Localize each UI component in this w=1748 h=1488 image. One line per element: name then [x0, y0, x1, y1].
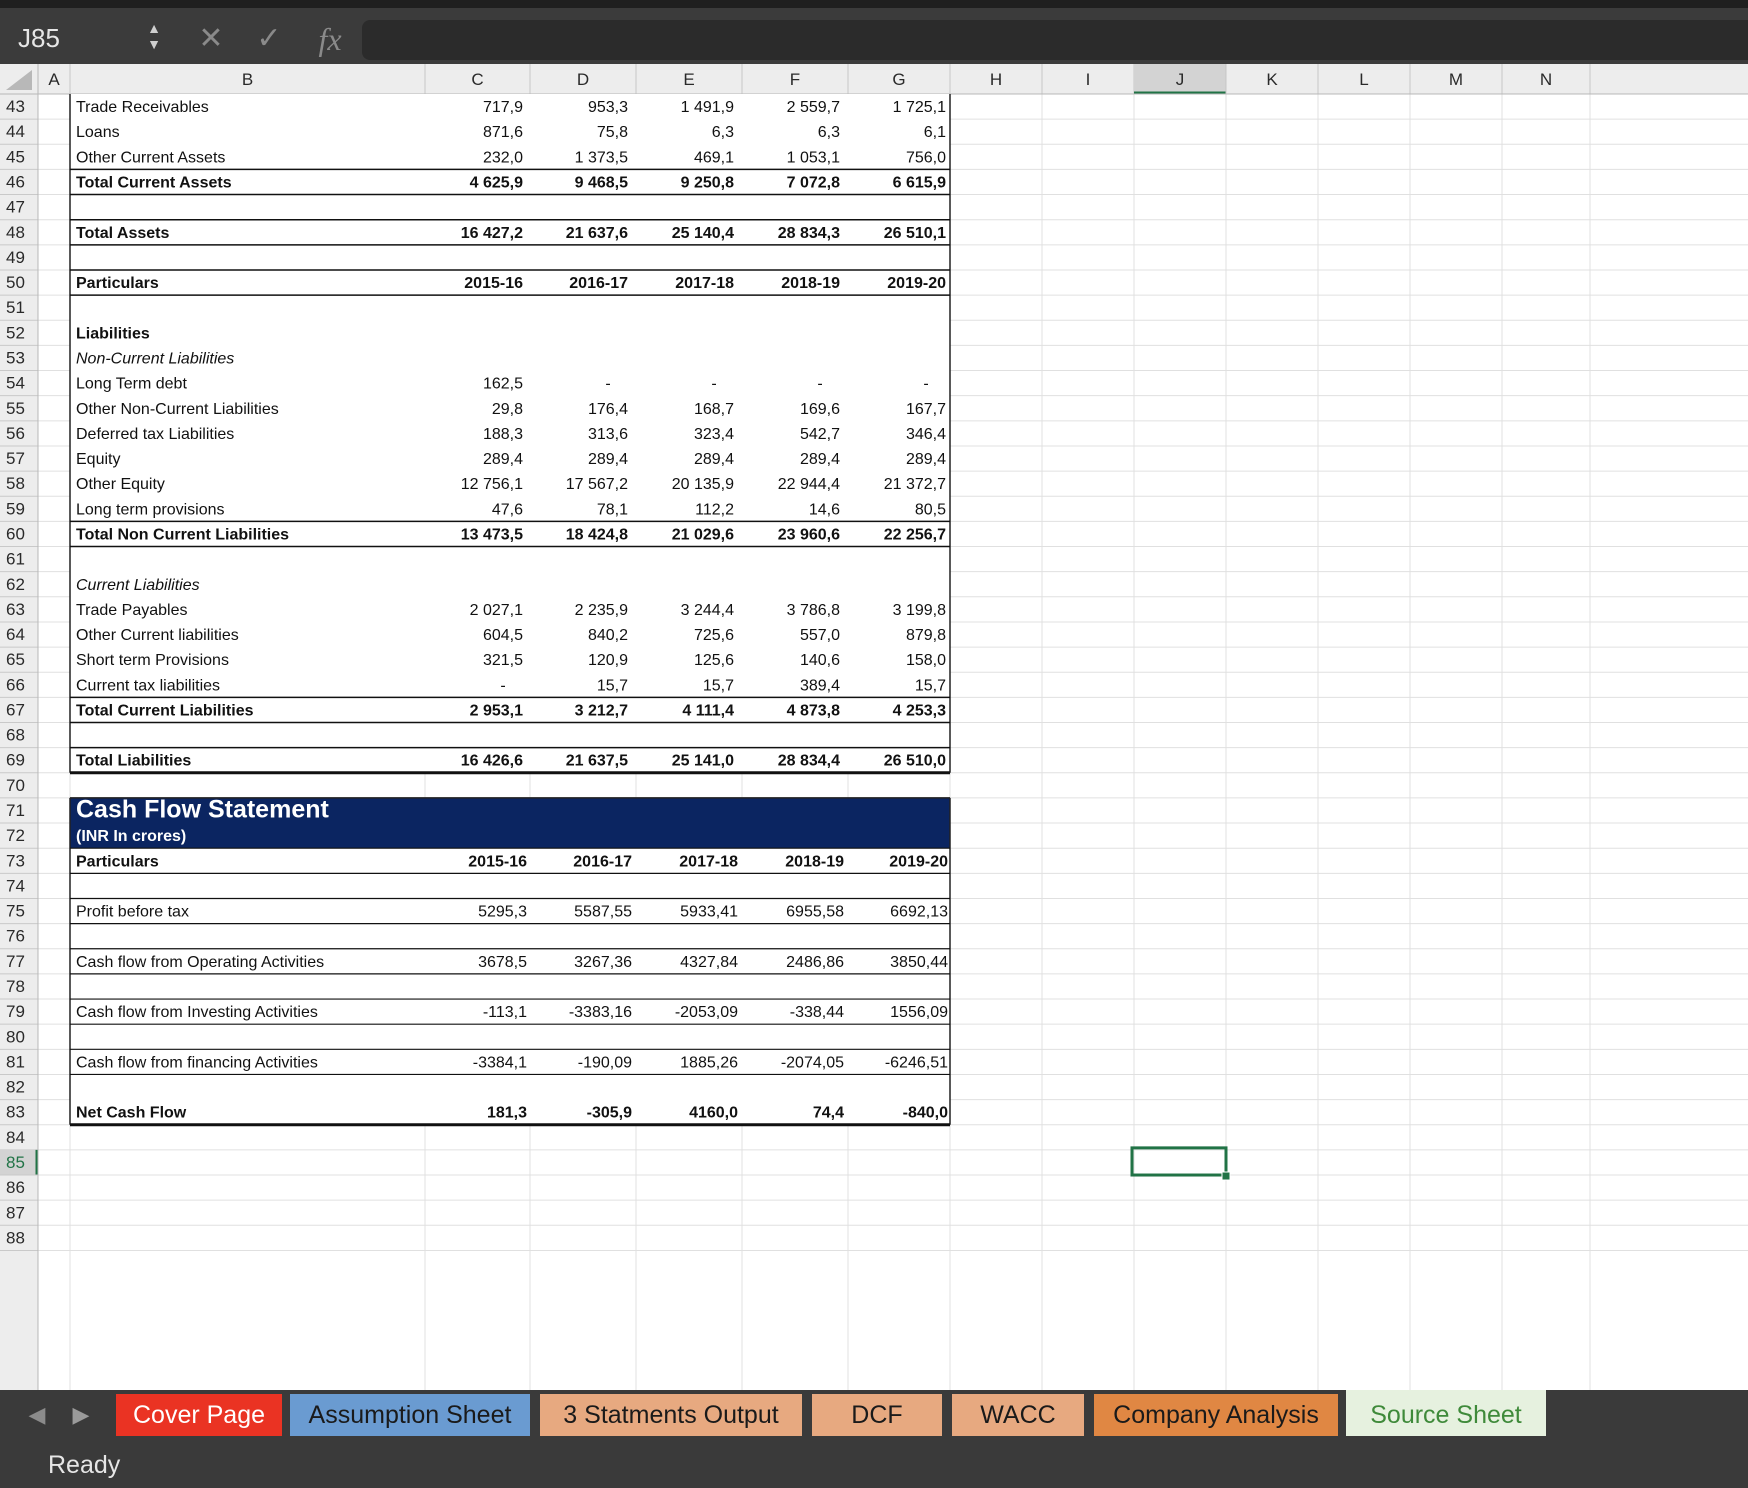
row-label[interactable]: Short term Provisions [76, 652, 229, 670]
cell-value[interactable]: 1885,26 [680, 1054, 738, 1072]
formula-input[interactable] [362, 20, 1748, 60]
sheet-tab-bar [0, 1390, 1748, 1440]
cell-value[interactable]: 1 053,1 [786, 149, 840, 167]
next-sheet-icon[interactable]: ▶ [72, 1402, 90, 1427]
cell-value[interactable]: - [500, 677, 506, 695]
row-label[interactable]: Total Current Assets [76, 174, 232, 192]
row-label[interactable]: Particulars [76, 853, 159, 871]
active-cell[interactable] [1132, 1148, 1226, 1175]
cell-value[interactable]: -305,9 [586, 1104, 632, 1122]
cell-value[interactable]: 557,0 [799, 627, 840, 645]
row-label[interactable]: Particulars [76, 275, 159, 293]
cell-value[interactable]: 871,6 [482, 124, 523, 142]
cell-value[interactable]: - [817, 375, 823, 393]
cell-value[interactable]: 12 756,1 [460, 476, 523, 494]
cell-value[interactable]: 289,4 [693, 451, 734, 469]
cell-value[interactable]: 22 944,4 [777, 476, 840, 494]
row-label[interactable]: Deferred tax Liabilities [76, 425, 235, 443]
cell-value[interactable]: -6246,51 [884, 1054, 948, 1072]
row-header-71[interactable]: 71 [6, 801, 25, 821]
cell-value[interactable]: 321,5 [482, 652, 523, 670]
cell-value[interactable]: 313,6 [587, 425, 628, 443]
row-header-88[interactable]: 88 [6, 1228, 25, 1248]
cell-value[interactable]: 25 140,4 [671, 224, 734, 242]
row-header-62[interactable]: 62 [6, 574, 25, 594]
column-header-n[interactable]: N [1539, 70, 1553, 89]
cell-value[interactable]: 6955,58 [786, 903, 844, 921]
row-label[interactable]: Profit before tax [76, 903, 189, 921]
row-header-58[interactable]: 58 [6, 474, 25, 494]
cell-value[interactable]: 323,4 [693, 425, 734, 443]
row-header-55[interactable]: 55 [6, 398, 25, 418]
column-header-e[interactable]: E [683, 70, 695, 89]
column-header-h[interactable]: H [989, 70, 1003, 89]
row-header-57[interactable]: 57 [6, 449, 25, 469]
cell-value[interactable]: 4160,0 [689, 1104, 738, 1122]
sheet-tab-cover-page[interactable]: Cover Page [116, 1394, 282, 1436]
cell-value[interactable]: 3 199,8 [892, 601, 946, 619]
row-label[interactable]: Net Cash Flow [76, 1104, 187, 1122]
cell-value[interactable]: 188,3 [482, 425, 523, 443]
row-header-83[interactable]: 83 [6, 1102, 25, 1122]
cell-value[interactable]: 1556,09 [890, 1004, 948, 1022]
cell-value[interactable]: 2017-18 [675, 275, 734, 293]
fill-handle[interactable] [1222, 1172, 1230, 1180]
previous-sheet-icon[interactable]: ◀ [28, 1402, 46, 1427]
row-header-43[interactable]: 43 [6, 97, 25, 117]
cell-value[interactable]: 7 072,8 [786, 174, 840, 192]
insert-function-icon[interactable]: fx [318, 21, 342, 57]
row-header-61[interactable]: 61 [6, 549, 25, 569]
column-header-k[interactable]: K [1266, 70, 1278, 89]
cell-value[interactable]: 25 141,0 [671, 752, 734, 770]
cell-value[interactable]: 2016-17 [573, 853, 632, 871]
cell-value[interactable]: 18 424,8 [565, 526, 628, 544]
cell-value[interactable]: 542,7 [799, 425, 840, 443]
column-header-d[interactable]: D [576, 70, 590, 89]
row-label[interactable]: Equity [76, 451, 121, 469]
cell-value[interactable]: 2015-16 [468, 853, 527, 871]
cell-value[interactable]: 289,4 [905, 451, 946, 469]
row-header-81[interactable]: 81 [6, 1052, 25, 1072]
row-label[interactable]: Long term provisions [76, 501, 225, 519]
row-label[interactable]: Current Liabilities [76, 576, 200, 594]
cell-value[interactable]: 2 027,1 [469, 601, 523, 619]
cell-value[interactable]: 21 637,6 [565, 224, 628, 242]
name-box-stepper-icon[interactable]: ▲ ▼ [147, 20, 161, 52]
row-label[interactable]: Loans [76, 124, 120, 142]
cell-value[interactable]: 840,2 [587, 627, 628, 645]
row-header-74[interactable]: 74 [6, 876, 25, 896]
cell-value[interactable]: 4 625,9 [469, 174, 523, 192]
cell-value[interactable]: 47,6 [491, 501, 523, 519]
cell-value[interactable]: 167,7 [905, 400, 946, 418]
sheet-tab-assumption-sheet[interactable]: Assumption Sheet [290, 1394, 530, 1436]
cell-value[interactable]: -3383,16 [568, 1004, 632, 1022]
sheet-tab-source-sheet[interactable]: Source Sheet [1346, 1390, 1546, 1436]
cell-value[interactable]: 346,4 [905, 425, 946, 443]
row-header-56[interactable]: 56 [6, 423, 25, 443]
cell-value[interactable]: 162,5 [482, 375, 523, 393]
cell-value[interactable]: 21 372,7 [883, 476, 946, 494]
cell-value[interactable]: 112,2 [695, 501, 734, 519]
cell-value[interactable]: 74,4 [812, 1104, 844, 1122]
column-header-bar [0, 64, 1748, 94]
row-header-45[interactable]: 45 [6, 147, 25, 167]
cell-value[interactable]: 3850,44 [890, 953, 948, 971]
row-label[interactable]: (INR In crores) [76, 828, 187, 846]
cell-value[interactable]: 2018-19 [785, 853, 844, 871]
row-label[interactable]: Other Current liabilities [76, 627, 239, 645]
cell-value[interactable]: 75,8 [596, 124, 628, 142]
cell-value[interactable]: 232,0 [482, 149, 523, 167]
cell-value[interactable]: 389,4 [799, 677, 840, 695]
row-header-85[interactable]: 85 [6, 1152, 25, 1172]
cell-value[interactable]: - [711, 375, 717, 393]
cell-value[interactable]: - [923, 375, 929, 393]
row-header-69[interactable]: 69 [6, 750, 25, 770]
cash-flow-title[interactable]: Cash Flow Statement [76, 795, 329, 824]
row-header-59[interactable]: 59 [6, 499, 25, 519]
cell-value[interactable]: 23 960,6 [777, 526, 840, 544]
cell-value[interactable]: 289,4 [799, 451, 840, 469]
row-header-70[interactable]: 70 [6, 775, 25, 795]
cell-value[interactable]: 604,5 [482, 627, 523, 645]
row-label[interactable]: Other Current Assets [76, 149, 226, 167]
cell-value[interactable]: 15,7 [596, 677, 628, 695]
cell-value[interactable]: 5587,55 [574, 903, 632, 921]
row-header-72[interactable]: 72 [6, 826, 25, 846]
cell-value[interactable]: 20 135,9 [671, 476, 734, 494]
row-header-63[interactable]: 63 [6, 599, 25, 619]
cell-value[interactable]: 17 567,2 [565, 476, 628, 494]
cell-value[interactable]: 2019-20 [887, 275, 946, 293]
cell-value[interactable]: 6692,13 [890, 903, 948, 921]
cell-value[interactable]: 4 873,8 [786, 702, 840, 720]
row-header-82[interactable]: 82 [6, 1077, 25, 1097]
row-label[interactable]: Total Current Liabilities [76, 702, 254, 720]
row-label[interactable]: Cash flow from financing Activities [76, 1054, 318, 1072]
cell-value[interactable]: 78,1 [596, 501, 628, 519]
row-label[interactable]: Cash flow from Operating Activities [76, 953, 325, 971]
cell-value[interactable]: 28 834,4 [777, 752, 840, 770]
cell-value[interactable]: 28 834,3 [777, 224, 840, 242]
row-header-65[interactable]: 65 [6, 650, 25, 670]
cell-value[interactable]: 3678,5 [478, 953, 527, 971]
column-header-m[interactable]: M [1448, 70, 1464, 89]
cell-value[interactable]: 469,1 [693, 149, 734, 167]
cell-value[interactable]: 26 510,0 [883, 752, 946, 770]
cell-value[interactable]: 22 256,7 [883, 526, 946, 544]
cell-value[interactable]: 1 491,9 [680, 99, 734, 117]
cell-value[interactable]: 16 426,6 [460, 752, 523, 770]
cell-value[interactable]: 140,6 [799, 652, 840, 670]
row-header-51[interactable]: 51 [6, 298, 25, 318]
cell-value[interactable]: -2074,05 [780, 1054, 844, 1072]
row-header-54[interactable]: 54 [6, 373, 25, 393]
cell-value[interactable]: 2019-20 [889, 853, 948, 871]
row-label[interactable]: Cash flow from Investing Activities [76, 1004, 318, 1022]
cell-value[interactable]: 2 559,7 [786, 99, 840, 117]
row-header-44[interactable]: 44 [6, 122, 25, 142]
row-header-75[interactable]: 75 [6, 901, 25, 921]
row-header-50[interactable]: 50 [6, 273, 25, 293]
column-header-f[interactable]: F [789, 70, 801, 89]
cell-value[interactable]: 158,0 [905, 652, 946, 670]
cell-value[interactable]: 953,3 [587, 99, 628, 117]
cell-value[interactable]: 15,7 [914, 677, 946, 695]
row-header-49[interactable]: 49 [6, 247, 25, 267]
name-box[interactable]: J85 [18, 23, 60, 53]
row-header-77[interactable]: 77 [6, 951, 25, 971]
confirm-icon[interactable]: ✓ [256, 22, 282, 55]
cell-value[interactable]: 4327,84 [680, 953, 738, 971]
cell-value[interactable]: 6,3 [711, 124, 734, 142]
cell-value[interactable]: -190,09 [577, 1054, 632, 1072]
cell-value[interactable]: 2015-16 [464, 275, 523, 293]
row-label[interactable]: Total Non Current Liabilities [76, 526, 290, 544]
row-label[interactable]: Trade Receivables [76, 99, 209, 117]
cell-value[interactable]: 21 029,6 [671, 526, 734, 544]
cell-value[interactable]: 879,8 [905, 627, 946, 645]
cell-value[interactable]: 717,9 [482, 99, 523, 117]
row-header-47[interactable]: 47 [6, 197, 25, 217]
row-header-80[interactable]: 80 [6, 1027, 25, 1047]
row-header-78[interactable]: 78 [6, 977, 25, 997]
cell-value[interactable]: -338,44 [789, 1004, 844, 1022]
sheet-tab-company-analysis[interactable]: Company Analysis [1094, 1394, 1338, 1436]
cell-value[interactable]: 21 637,5 [565, 752, 628, 770]
worksheet-grid[interactable] [0, 64, 1748, 1390]
formula-bar [0, 0, 1748, 64]
cell-value[interactable]: -840,0 [902, 1104, 948, 1122]
row-header-73[interactable]: 73 [6, 851, 25, 871]
column-header-b[interactable]: B [241, 70, 254, 89]
cell-value[interactable]: 2016-17 [569, 275, 628, 293]
cell-value[interactable]: 16 427,2 [460, 224, 523, 242]
sheet-tab-dcf[interactable]: DCF [812, 1394, 942, 1436]
cell-value[interactable]: 26 510,1 [883, 224, 946, 242]
row-header-53[interactable]: 53 [6, 348, 25, 368]
cell-value[interactable]: -113,1 [482, 1004, 527, 1022]
row-label[interactable]: Non-Current Liabilities [76, 350, 235, 368]
cancel-icon[interactable]: ✕ [198, 22, 224, 55]
row-header-48[interactable]: 48 [6, 222, 25, 242]
cell-value[interactable]: 6,1 [923, 124, 946, 142]
cell-value[interactable]: 176,4 [587, 400, 628, 418]
row-header-68[interactable]: 68 [6, 725, 25, 745]
cell-value[interactable]: 2017-18 [679, 853, 738, 871]
column-header-j[interactable]: J [1175, 70, 1185, 89]
column-header-c[interactable]: C [471, 70, 484, 89]
cell-value[interactable]: 80,5 [914, 501, 946, 519]
cell-value[interactable]: 6,3 [817, 124, 840, 142]
cell-value[interactable]: 168,7 [693, 400, 734, 418]
cell-value[interactable]: 181,3 [486, 1104, 527, 1122]
row-header-60[interactable]: 60 [6, 524, 25, 544]
cell-value[interactable]: 6 615,9 [892, 174, 946, 192]
row-header-76[interactable]: 76 [6, 926, 25, 946]
cell-value[interactable]: 29,8 [491, 400, 523, 418]
row-label[interactable]: Trade Payables [76, 601, 188, 619]
cell-value[interactable]: 9 468,5 [574, 174, 628, 192]
cell-value[interactable]: 3 786,8 [786, 601, 840, 619]
cell-value[interactable]: 5295,3 [478, 903, 527, 921]
cell-value[interactable]: 120,9 [587, 652, 628, 670]
cell-value[interactable]: 2 953,1 [469, 702, 523, 720]
cell-value[interactable]: 2 235,9 [574, 601, 628, 619]
cell-value[interactable]: 9 250,8 [680, 174, 734, 192]
row-header-46[interactable]: 46 [6, 172, 25, 192]
row-label[interactable]: Other Non-Current Liabilities [76, 400, 279, 418]
cell-value[interactable]: 289,4 [587, 451, 628, 469]
row-header-52[interactable]: 52 [6, 323, 25, 343]
cell-value[interactable]: 756,0 [905, 149, 946, 167]
row-label[interactable]: Total Assets [76, 224, 170, 242]
row-header-87[interactable]: 87 [6, 1203, 25, 1223]
cell-value[interactable]: 1 373,5 [574, 149, 628, 167]
cell-value[interactable]: 3 244,4 [680, 601, 734, 619]
row-label[interactable]: Total Liabilities [76, 752, 192, 770]
cell-value[interactable]: 725,6 [693, 627, 734, 645]
row-label[interactable]: Other Equity [76, 476, 165, 494]
column-header-l[interactable]: L [1359, 70, 1369, 89]
cell-value[interactable]: 3267,36 [574, 953, 632, 971]
cell-value[interactable]: 125,6 [693, 652, 734, 670]
sheet-tab-3-statments-output[interactable]: 3 Statments Output [540, 1394, 802, 1436]
row-label[interactable]: Liabilities [76, 325, 150, 343]
cell-value[interactable]: 2018-19 [781, 275, 840, 293]
column-header-g[interactable]: G [892, 70, 906, 89]
cell-value[interactable]: 1 725,1 [892, 99, 946, 117]
row-header-84[interactable]: 84 [6, 1127, 25, 1147]
row-header-64[interactable]: 64 [6, 625, 25, 645]
row-header-67[interactable]: 67 [6, 700, 25, 720]
cell-value[interactable]: 13 473,5 [460, 526, 523, 544]
column-header-i[interactable]: I [1085, 70, 1091, 89]
cell-value[interactable]: 14,6 [808, 501, 840, 519]
row-label[interactable]: Current tax liabilities [76, 677, 221, 695]
cell-value[interactable]: 5933,41 [680, 903, 738, 921]
cell-value[interactable]: -3384,1 [472, 1054, 527, 1072]
cell-value[interactable]: - [605, 375, 611, 393]
cell-value[interactable]: 15,7 [702, 677, 734, 695]
row-header-79[interactable]: 79 [6, 1002, 25, 1022]
sheet-tab-wacc[interactable]: WACC [952, 1394, 1084, 1436]
cell-value[interactable]: 4 253,3 [892, 702, 946, 720]
row-header-66[interactable]: 66 [6, 675, 25, 695]
cell-value[interactable]: 4 111,4 [682, 702, 734, 720]
cell-value[interactable]: 169,6 [799, 400, 840, 418]
cell-value[interactable]: -2053,09 [674, 1004, 738, 1022]
row-header-86[interactable]: 86 [6, 1178, 25, 1198]
status-bar [0, 1440, 1748, 1488]
cell-value[interactable]: 2486,86 [786, 953, 844, 971]
status-text: Ready [48, 1451, 121, 1479]
cell-value[interactable]: 3 212,7 [574, 702, 628, 720]
column-header-a[interactable]: A [48, 70, 60, 89]
row-label[interactable]: Long Term debt [76, 375, 187, 393]
cell-value[interactable]: 289,4 [482, 451, 523, 469]
